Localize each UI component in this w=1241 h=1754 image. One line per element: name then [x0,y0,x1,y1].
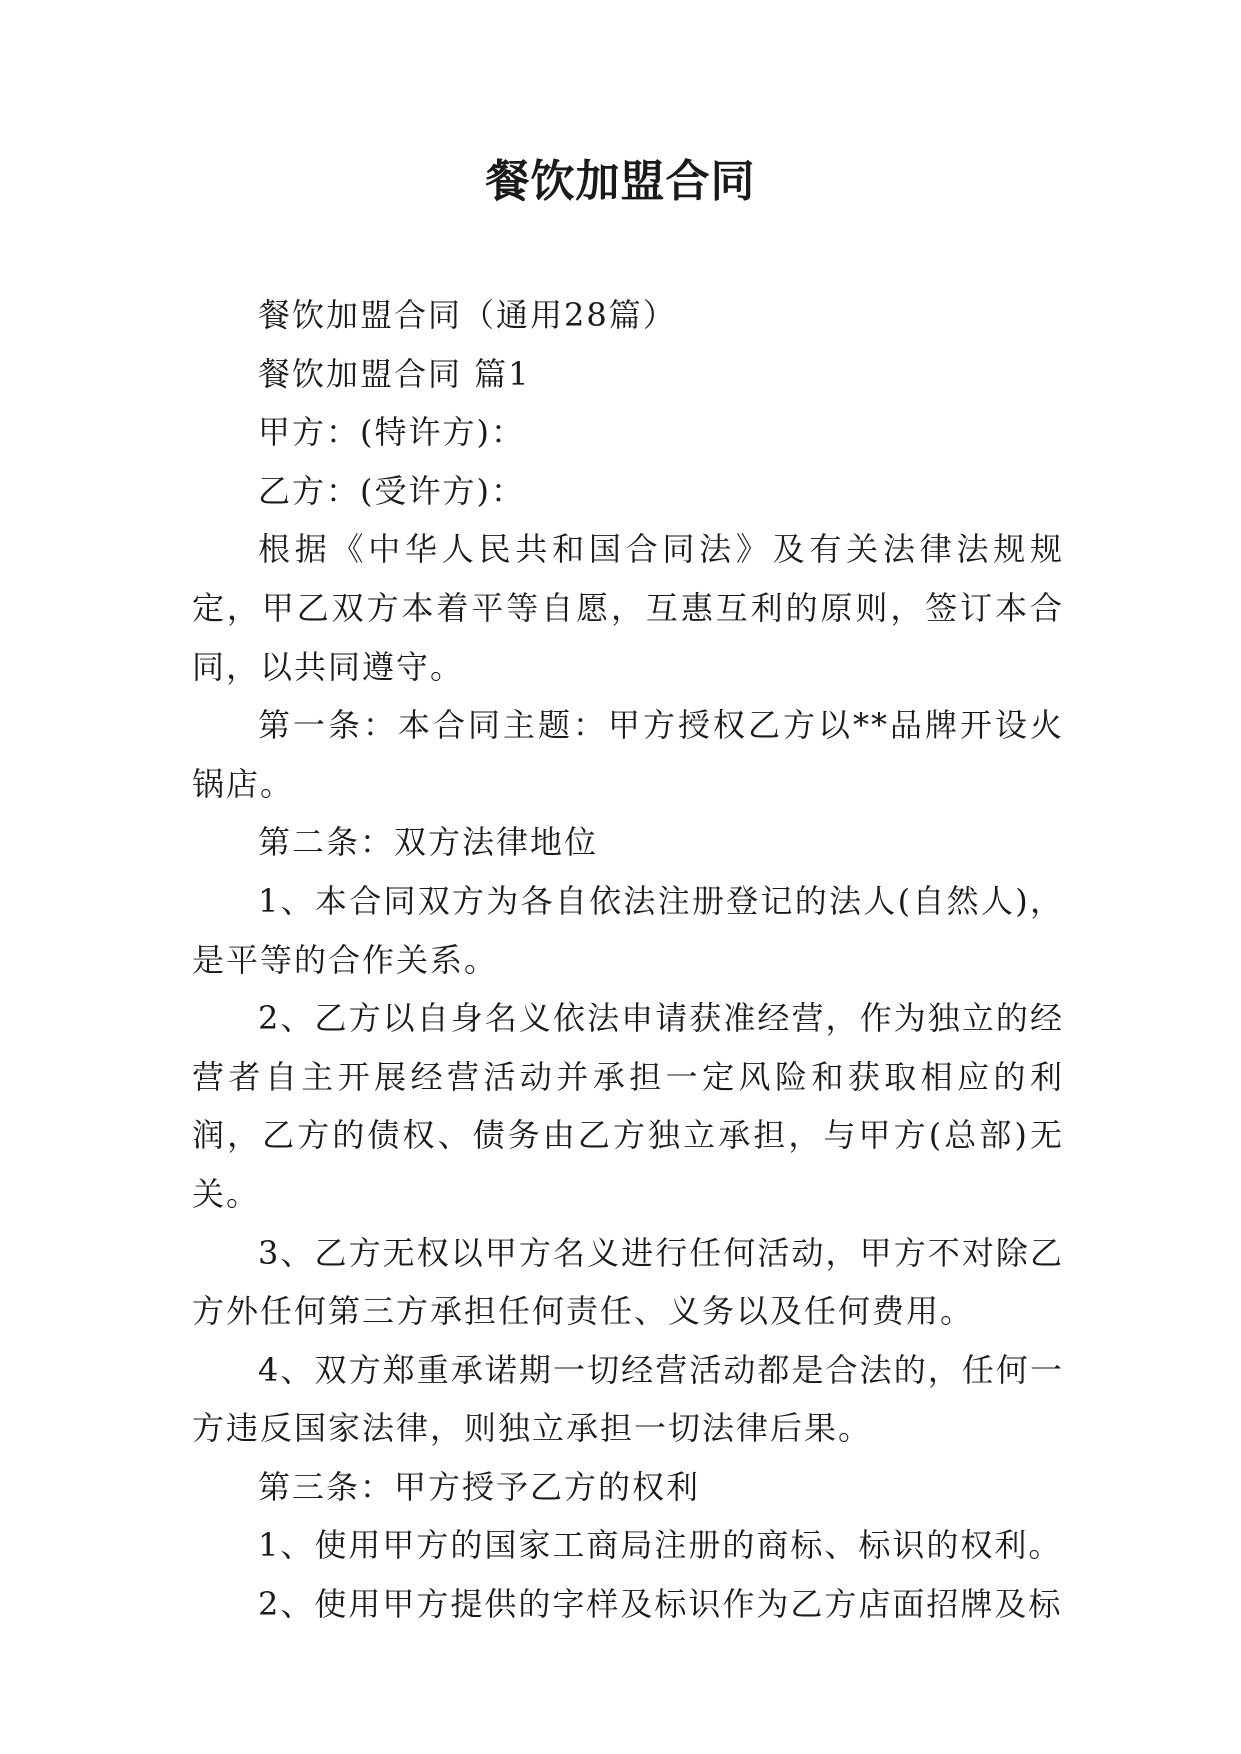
paragraph-article-2-item-4: 4、双方郑重承诺期一切经营活动都是合法的，任何一方违反国家法律，则独立承担一切法律后果。 [192,1350,1064,1448]
paragraph-preamble: 根据《中华人民共和国合同法》及有关法律法规规定，甲乙双方本着平等自愿，互惠互利的原则，签订本合同，以共同遵守。 [192,530,1064,686]
paragraph-article-3-heading: 第三条：甲方授予乙方的权利 [258,1467,701,1506]
document-body [192,286,1064,1634]
paragraph-subtitle: 餐饮加盟合同（通用28篇） [258,296,677,334]
paragraph-article-2-item-3: 3、乙方无权以甲方名义进行任何活动，甲方不对除乙方外任何第三方承担任何责任、义务以及任何费用。 [192,1233,1064,1331]
paragraph-article-2-item-2: 2、乙方以自身名义依法申请获准经营，作为独立的经营者自主开展经营活动并承担一定风险和获取相应的利润，乙方的债权、债务由乙方独立承担，与甲方(总部)无关。 [192,999,1064,1213]
paragraph-party-b: 乙方：(受许方)： [258,471,525,510]
paragraph-article-2-item-1: 1、本合同双方为各自依法注册登记的法人(自然人)，是平等的合作关系。 [192,881,1064,979]
paragraph-article-3-item-2: 2、使用甲方提供的字样及标识作为乙方店面招牌及标 [258,1585,1063,1624]
paragraph-party-a: 甲方：(特许方)： [258,413,525,452]
document-title: 餐饮加盟合同 [485,156,756,207]
paragraph-article-3-item-1: 1、使用甲方的国家工商局注册的商标、标识的权利。 [258,1526,1063,1565]
paragraph-article-1: 第一条：本合同主题：甲方授权乙方以**品牌开设火锅店。 [192,706,1064,803]
paragraph-section-heading: 餐饮加盟合同 篇1 [258,354,531,393]
paragraph-article-2-heading: 第二条：双方法律地位 [258,823,599,862]
